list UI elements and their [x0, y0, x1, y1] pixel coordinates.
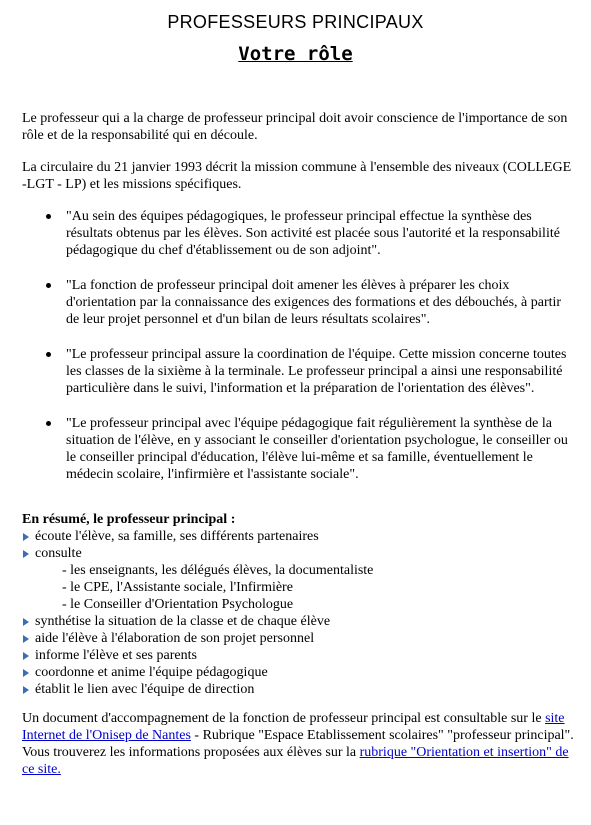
page-subtitle: Votre rôle: [238, 43, 353, 65]
summary-title: En résumé, le professeur principal :: [22, 512, 236, 527]
onisep-nantes-link[interactable]: site Internet de l'Onisep de Nantes: [22, 711, 565, 743]
summary-item-text: consulte: [35, 546, 82, 561]
list-item: [22, 630, 574, 647]
quote-text: "La fonction de professeur principal doit amener les élèves à préparer les choix d'orientation par la connaissance des exigences des formations et des débouchés, à partir de leur projet personnel et d'un bilan de leurs résultats scolaires".: [66, 278, 562, 327]
list-item: [22, 277, 574, 328]
summary-item-text: coordonne et anime l'équipe pédagogique: [35, 665, 268, 680]
quote-list: [22, 208, 574, 501]
summary-item-text: établit le lien avec l'équipe de direction: [35, 682, 255, 697]
list-item: [22, 208, 574, 259]
arrow-bullet-icon: [23, 533, 29, 541]
bullet-icon: [46, 421, 51, 426]
list-item: [22, 681, 574, 698]
list-item: [22, 415, 574, 483]
list-item: [22, 528, 574, 545]
arrow-bullet-icon: [23, 652, 29, 660]
footer-text: Un document d'accompagnement de la fonction de professeur principal est consultable sur le: [22, 711, 546, 726]
list-item: [22, 664, 574, 681]
list-item: [22, 346, 574, 397]
footer-text: - Rubrique "Espace Etablissement scolaires" "professeur principal".: [190, 728, 574, 743]
footer-paragraph-1: [22, 710, 574, 744]
list-item: [22, 562, 574, 579]
intro-paragraph-2: La circulaire du 21 janvier 1993 décrit la mission commune à l'ensemble des niveaux (COLLEGE -LGT - LP) et les missions spécifiques.: [22, 160, 572, 192]
summary-subitem-text: - le Conseiller d'Orientation Psychologue: [62, 597, 294, 612]
intro-paragraph-1: Le professeur qui a la charge de professeur principal doit avoir conscience de l'importance de son rôle et de la responsabilité qui en découle.: [22, 111, 568, 143]
list-item: [22, 545, 574, 562]
summary-item-text: synthétise la situation de la classe et de chaque élève: [35, 614, 331, 629]
list-item: [22, 579, 574, 596]
footer-paragraph-2: [22, 744, 574, 778]
summary-item-text: informe l'élève et ses parents: [35, 648, 197, 663]
list-item: [22, 647, 574, 664]
summary-subitem-text: - les enseignants, les délégués élèves, la documentaliste: [62, 563, 374, 578]
quote-text: "Le professeur principal avec l'équipe pédagogique fait régulièrement la synthèse de la situation de l'élève, en y associant le conseiller d'orientation psychologue, le conseiller ou le conseiller principal d'éducation, l'élève lui-même et sa famille, éventuellement le médecin scolaire, l'infirmière et l'assistante sociale".: [66, 416, 568, 482]
arrow-bullet-icon: [23, 686, 29, 694]
list-item: [22, 613, 574, 630]
list-item: [22, 596, 574, 613]
arrow-bullet-icon: [23, 635, 29, 643]
bullet-icon: [46, 214, 51, 219]
summary-item-text: écoute l'élève, sa famille, ses différents partenaires: [35, 529, 319, 544]
page-title: PROFESSEURS PRINCIPAUX: [167, 12, 424, 32]
footer-text: Vous trouverez les informations proposées aux élèves sur la: [22, 745, 360, 760]
footer-section: [22, 710, 574, 778]
arrow-bullet-icon: [23, 669, 29, 677]
bullet-icon: [46, 283, 51, 288]
bullet-icon: [46, 352, 51, 357]
arrow-bullet-icon: [23, 550, 29, 558]
summary-item-text: aide l'élève à l'élaboration de son projet personnel: [35, 631, 315, 646]
quote-text: "Au sein des équipes pédagogiques, le professeur principal effectue la synthèse des résultats obtenus par les élèves. Son activité est placée sous l'autorité et la responsabilité pédagogique du chef d'établissement ou de son adjoint".: [66, 209, 560, 258]
summary-section: [22, 511, 574, 698]
summary-subitem-text: - le CPE, l'Assistante sociale, l'Infirmière: [62, 580, 293, 595]
quote-text: "Le professeur principal assure la coordination de l'équipe. Cette mission concerne toutes les classes de la sixième à la terminale. Le professeur principal a ainsi une responsabilité particulière dans le suivi, l'information et la préparation de l'orientation des élèves".: [66, 347, 567, 396]
orientation-insertion-link[interactable]: rubrique "Orientation et insertion" de ce site.: [22, 745, 569, 777]
arrow-bullet-icon: [23, 618, 29, 626]
